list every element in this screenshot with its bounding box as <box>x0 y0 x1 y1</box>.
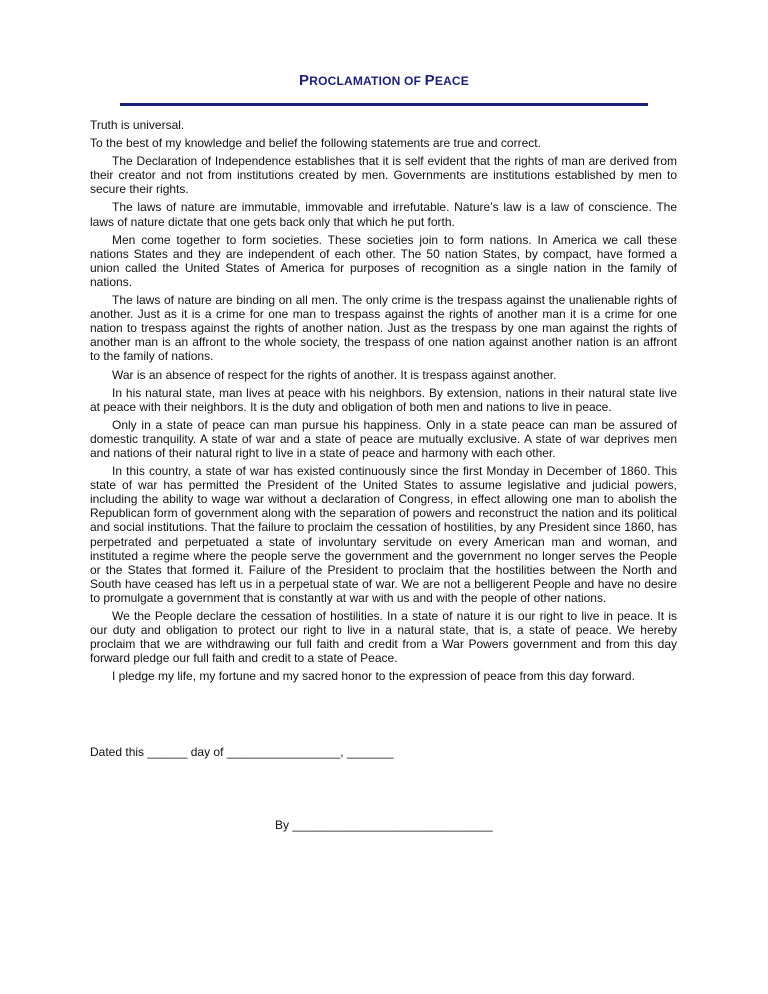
paragraph: The laws of nature are binding on all men. The only crime is the trespass against the unalienable rights of another. Just as it is a crime for one man to trespass against the rights of another man it is a crime for one nation to trespass against the rights of another nation. Just as the trespass by one man against the rights of another man is an affront to the whole society, the trespass of one nation against another nation is an affront to the family of nations. <box>90 293 677 364</box>
paragraph: The Declaration of Independence establishes that it is self evident that the rights of man are derived from their creator and not from institutions created by men. Governments are institutions established by men to secure their rights. <box>90 154 677 197</box>
title-underline <box>120 103 648 106</box>
paragraph: We the People declare the cessation of hostilities. In a state of nature it is our right to live in peace. It is our duty and obligation to protect our right to live in a natural state, that is, a state of peace. We hereby proclaim that we are withdrawing our full faith and credit from a War Powers government and from this day forward pledge our full faith and credit to a state of Peace. <box>90 609 677 666</box>
paragraph: Truth is universal. <box>90 118 185 132</box>
paragraph: Men come together to form societies. These societies join to form nations. In America we call these nations States and they are independent of each other. The 50 nation States, by compact, have formed a union called the United States of America for purposes of recognition as a single nation in the family of nations. <box>90 232 677 289</box>
paragraph: In this country, a state of war has existed continuously since the first Monday in December of 1860. This state of war has permitted the President of the United States to assume legislative and judicial powers, including the ability to wage war without a declaration of Congress, in effect allowing one man to abolish the Republican form of government along with the separation of powers and reconstruct the nation and its political and social institutions. That the failure to proclaim the cessation of hostilities, by any President since 1860, has perpetrated and perpetuated a state of involuntary servitude on every American man and woman, and instituted a regime where the people serve the government and the government no longer serves the People or the States that formed it. Failure of the President to proclaim that the hostilities between the North and South have ceased has left us in a perpetual state of war. We are not a belligerent People and have no desire to promulgate a government that is constantly at war with us and with the people of other nations. <box>90 464 677 605</box>
signature-line: By ______________________________ <box>275 818 493 832</box>
paragraph: War is an absence of respect for the rights of another. It is trespass against another. <box>112 367 557 382</box>
paragraph: I pledge my life, my fortune and my sacred honor to the expression of peace from this day forward. <box>112 669 635 684</box>
dated-line: Dated this ______ day of _________________, _______ <box>90 745 394 759</box>
paragraph: The laws of nature are immutable, immovable and irrefutable. Nature’s law is a law of conscience. The laws of nature dictate that one gets back only that which he put forth. <box>90 200 677 229</box>
paragraph: In his natural state, man lives at peace with his neighbors. By extension, nations in their natural state live at peace with their neighbors. It is the duty and obligation of both men and nations to live in peace. <box>90 385 677 414</box>
paragraph: Only in a state of peace can man pursue his happiness. Only in a state peace can man be assured of domestic tranquility. A state of war and a state of peace are mutually exclusive. A state of war deprives men and nations of their natural right to live in a state of peace and harmony with each other. <box>90 417 677 460</box>
document-body <box>90 118 677 687</box>
document-title: PROCLAMATION OF PEACE <box>298 72 469 89</box>
paragraph: To the best of my knowledge and belief the following statements are true and correct. <box>90 136 541 151</box>
